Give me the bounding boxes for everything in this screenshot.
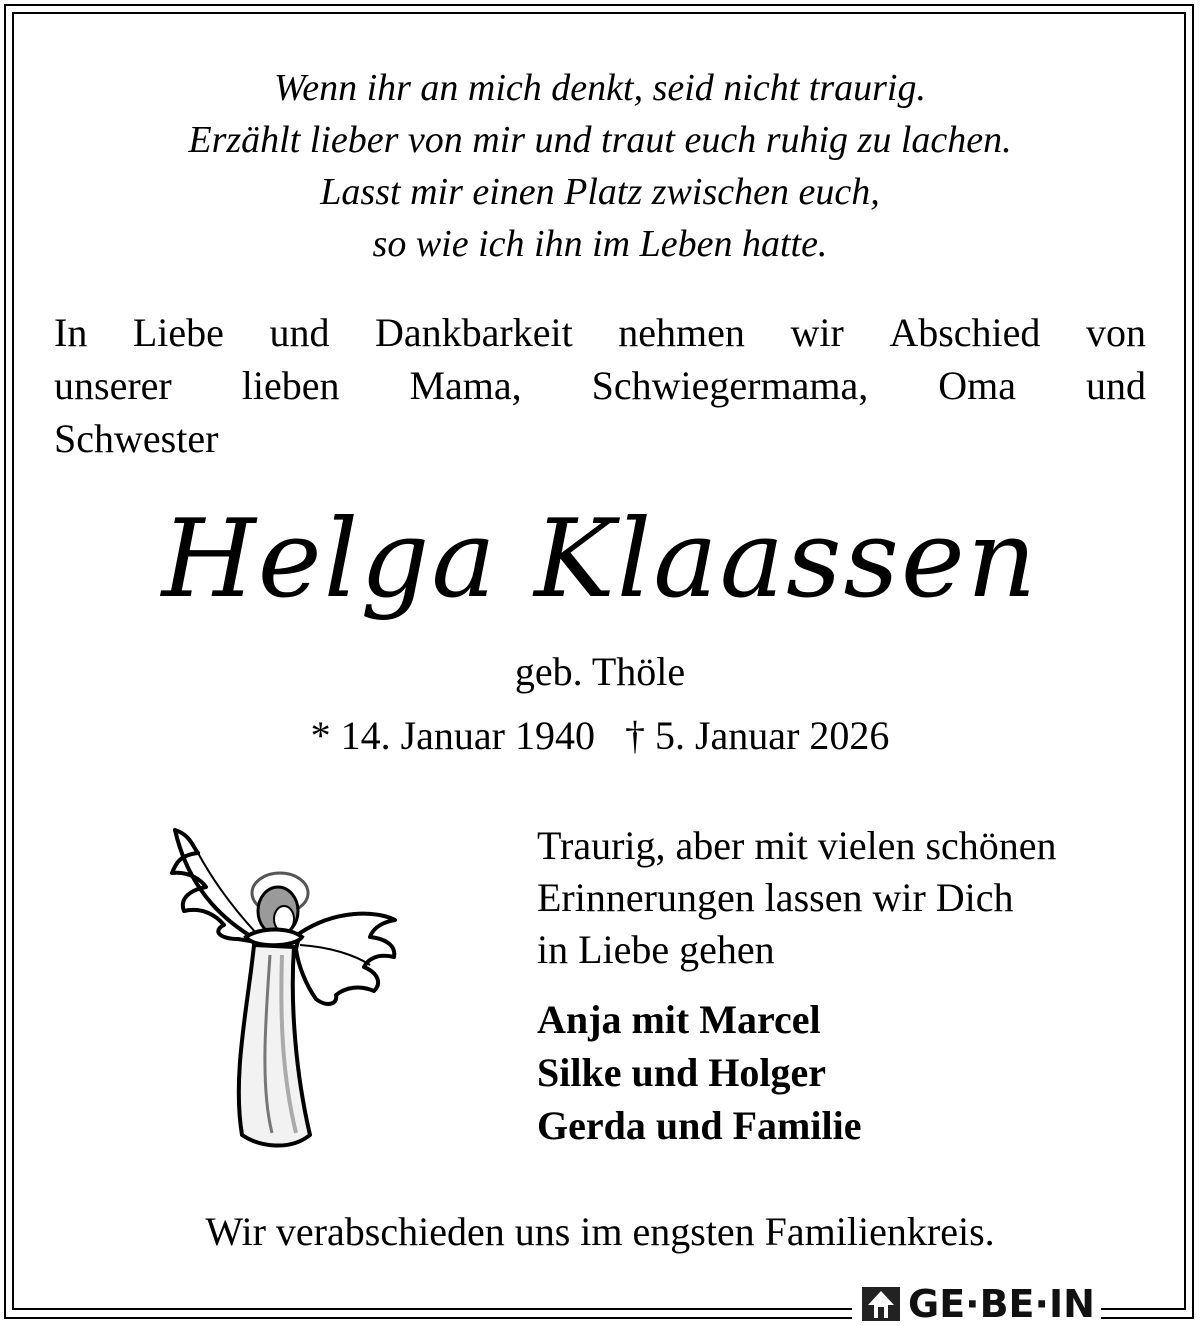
- intro-line-1: [54, 306, 1146, 359]
- family-member: Silke und Holger: [537, 1050, 826, 1095]
- grief-text: [537, 820, 1157, 976]
- intro-word: unserer: [54, 363, 172, 408]
- deceased-name: Helga Klaassen: [161, 497, 1039, 622]
- intro-word: lieben: [241, 363, 340, 408]
- poem: [60, 62, 1140, 270]
- intro-text: [54, 306, 1146, 465]
- intro-word: und: [269, 310, 330, 355]
- life-dates: * 14. Januar 1940 † 5. Januar 2026: [310, 713, 890, 758]
- poem-line: Lasst mir einen Platz zwischen euch,: [320, 171, 880, 213]
- intro-word: wir: [790, 310, 844, 355]
- closing-note: Wir verabschieden uns im engsten Familienkreis.: [205, 1209, 995, 1254]
- grief-line: Traurig, aber mit vielen schönen: [537, 823, 1057, 868]
- publisher-logo: [852, 1282, 1101, 1326]
- intro-line-2: [54, 359, 1146, 412]
- maiden-name: geb. Thöle: [514, 649, 686, 694]
- family-member: Gerda und Familie: [537, 1103, 862, 1148]
- intro-word: Liebe: [132, 310, 224, 355]
- intro-word: Oma: [938, 363, 1016, 408]
- intro-word: Schwiegermama,: [591, 363, 869, 408]
- intro-word: von: [1085, 310, 1146, 355]
- poem-line: Wenn ihr an mich denkt, seid nicht traurig.: [274, 67, 926, 109]
- intro-word: Dankbarkeit: [375, 310, 573, 355]
- gebein-mark-icon: [860, 1285, 902, 1323]
- family-names: [537, 993, 1157, 1152]
- intro-word: und: [1085, 363, 1146, 408]
- intro-word: In: [54, 310, 88, 355]
- intro-word: nehmen: [618, 310, 745, 355]
- poem-line: Erzählt lieber von mir und traut euch ruhig zu lachen.: [188, 119, 1012, 161]
- poem-line: so wie ich ihn im Leben hatte.: [372, 223, 828, 265]
- intro-line-3: Schwester: [54, 416, 219, 461]
- intro-word: Abschied: [889, 310, 1041, 355]
- intro-word: Mama,: [409, 363, 522, 408]
- angel-icon: [150, 815, 410, 1155]
- family-member: Anja mit Marcel: [537, 997, 821, 1042]
- grief-line: in Liebe gehen: [537, 927, 775, 972]
- grief-line: Erinnerungen lassen wir Dich: [537, 875, 1014, 920]
- publisher-logo-text: GE·BE·IN: [908, 1282, 1095, 1326]
